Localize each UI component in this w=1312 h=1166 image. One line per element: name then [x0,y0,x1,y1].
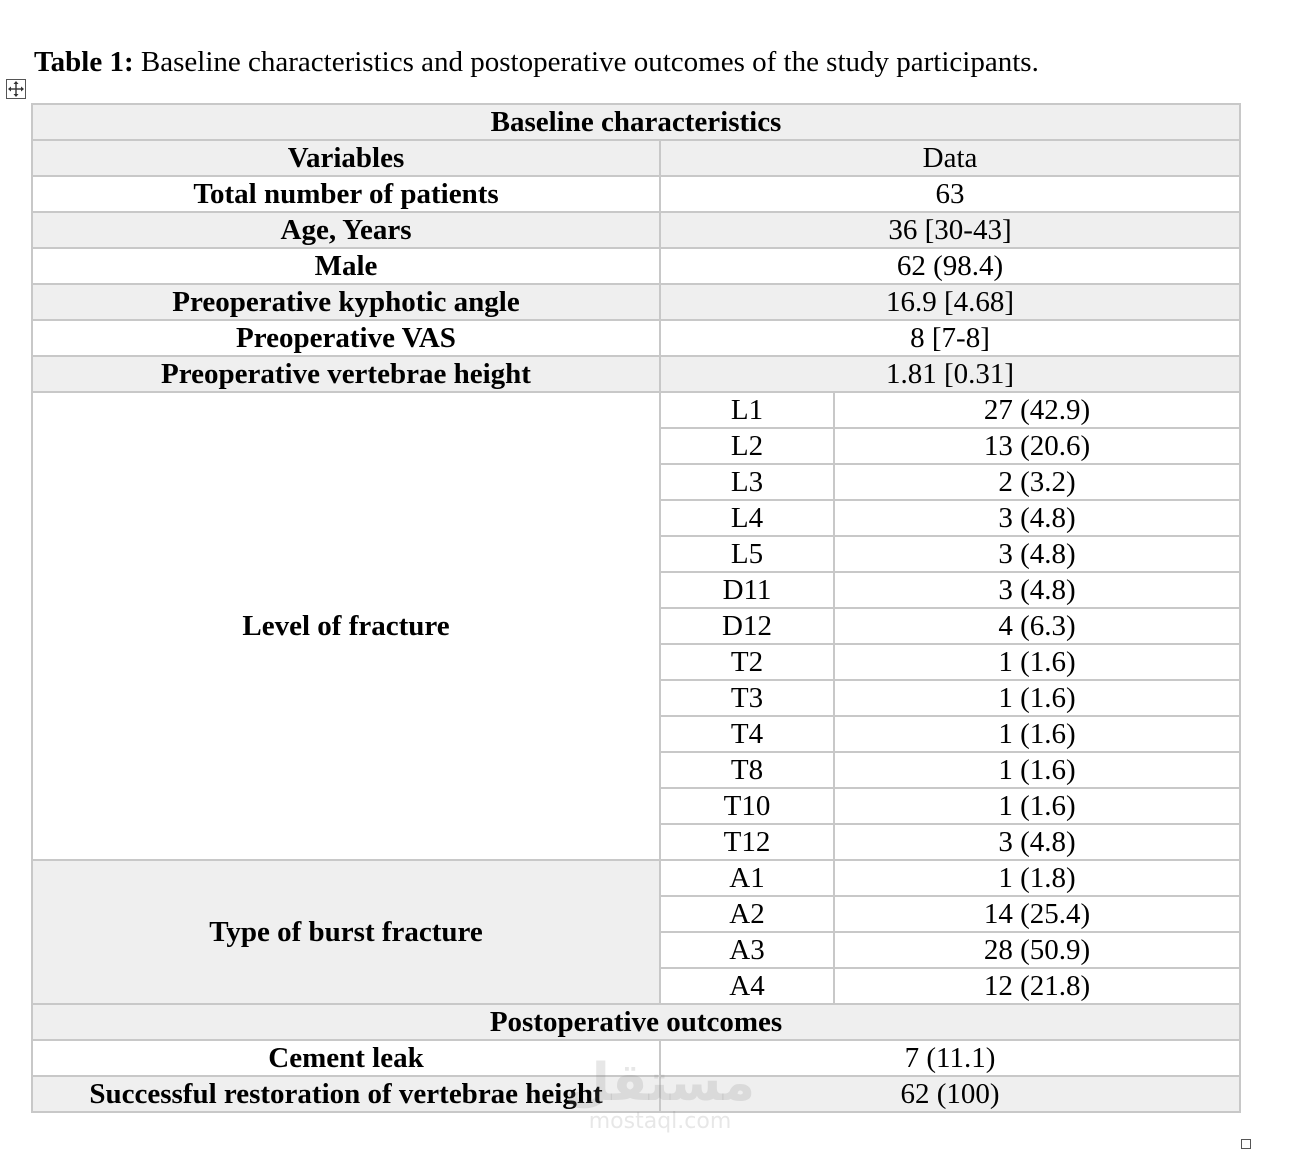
variable-cell: Successful restoration of vertebrae height [32,1076,660,1112]
value-cell: 1 (1.8) [834,860,1240,896]
value-cell: 13 (20.6) [834,428,1240,464]
value-cell: 3 (4.8) [834,572,1240,608]
column-header-data: Data [660,140,1240,176]
variable-cell: Cement leak [32,1040,660,1076]
column-header-row [32,140,1240,176]
value-cell: 7 (11.1) [660,1040,1240,1076]
variable-cell: Preoperative kyphotic angle [32,284,660,320]
table-resize-handle[interactable] [1241,1139,1251,1149]
watermark-url: mostaql.com [588,1109,732,1134]
type-cell: A4 [660,968,834,1004]
table-row [32,392,1240,428]
level-cell: L5 [660,536,834,572]
group-label-level-of-fracture: Level of fracture [32,392,660,860]
caption-label: Table 1: [34,46,134,78]
level-cell: T4 [660,716,834,752]
type-cell: A2 [660,896,834,932]
value-cell: 3 (4.8) [834,500,1240,536]
value-cell: 1 (1.6) [834,788,1240,824]
variable-cell: Preoperative vertebrae height [32,356,660,392]
level-cell: T3 [660,680,834,716]
table-row [32,1076,1240,1112]
type-cell: A1 [660,860,834,896]
variable-cell: Male [32,248,660,284]
results-table [31,103,1241,1113]
value-cell: 3 (4.8) [834,824,1240,860]
section-header-baseline [32,104,1240,140]
value-cell: 1 (1.6) [834,716,1240,752]
value-cell: 8 [7-8] [660,320,1240,356]
level-cell: L1 [660,392,834,428]
level-cell: D11 [660,572,834,608]
value-cell: 12 (21.8) [834,968,1240,1004]
level-cell: D12 [660,608,834,644]
table-row [32,176,1240,212]
group-label-type-of-burst-fracture: Type of burst fracture [32,860,660,1004]
value-cell: 2 (3.2) [834,464,1240,500]
table-row [32,248,1240,284]
section-title-baseline: Baseline characteristics [32,104,1240,140]
value-cell: 63 [660,176,1240,212]
level-cell: T2 [660,644,834,680]
level-cell: T12 [660,824,834,860]
value-cell: 62 (100) [660,1076,1240,1112]
table-row [32,284,1240,320]
caption-text: Baseline characteristics and postoperative outcomes of the study participants. [133,46,1039,78]
variable-cell: Preoperative VAS [32,320,660,356]
column-header-variables: Variables [32,140,660,176]
level-cell: L2 [660,428,834,464]
value-cell: 1.81 [0.31] [660,356,1240,392]
value-cell: 4 (6.3) [834,608,1240,644]
section-header-postoperative [32,1004,1240,1040]
value-cell: 62 (98.4) [660,248,1240,284]
table-move-handle-icon[interactable] [6,79,26,99]
table-row [32,356,1240,392]
level-cell: T8 [660,752,834,788]
section-title-postoperative: Postoperative outcomes [32,1004,1240,1040]
value-cell: 36 [30-43] [660,212,1240,248]
value-cell: 16.9 [4.68] [660,284,1240,320]
level-cell: L4 [660,500,834,536]
table-row [32,1040,1240,1076]
value-cell: 14 (25.4) [834,896,1240,932]
level-cell: L3 [660,464,834,500]
table-caption [34,44,1039,80]
value-cell: 27 (42.9) [834,392,1240,428]
value-cell: 1 (1.6) [834,644,1240,680]
value-cell: 3 (4.8) [834,536,1240,572]
variable-cell: Total number of patients [32,176,660,212]
type-cell: A3 [660,932,834,968]
value-cell: 28 (50.9) [834,932,1240,968]
value-cell: 1 (1.6) [834,752,1240,788]
value-cell: 1 (1.6) [834,680,1240,716]
table-row [32,212,1240,248]
table-row [32,320,1240,356]
variable-cell: Age, Years [32,212,660,248]
table-row [32,860,1240,896]
level-cell: T10 [660,788,834,824]
